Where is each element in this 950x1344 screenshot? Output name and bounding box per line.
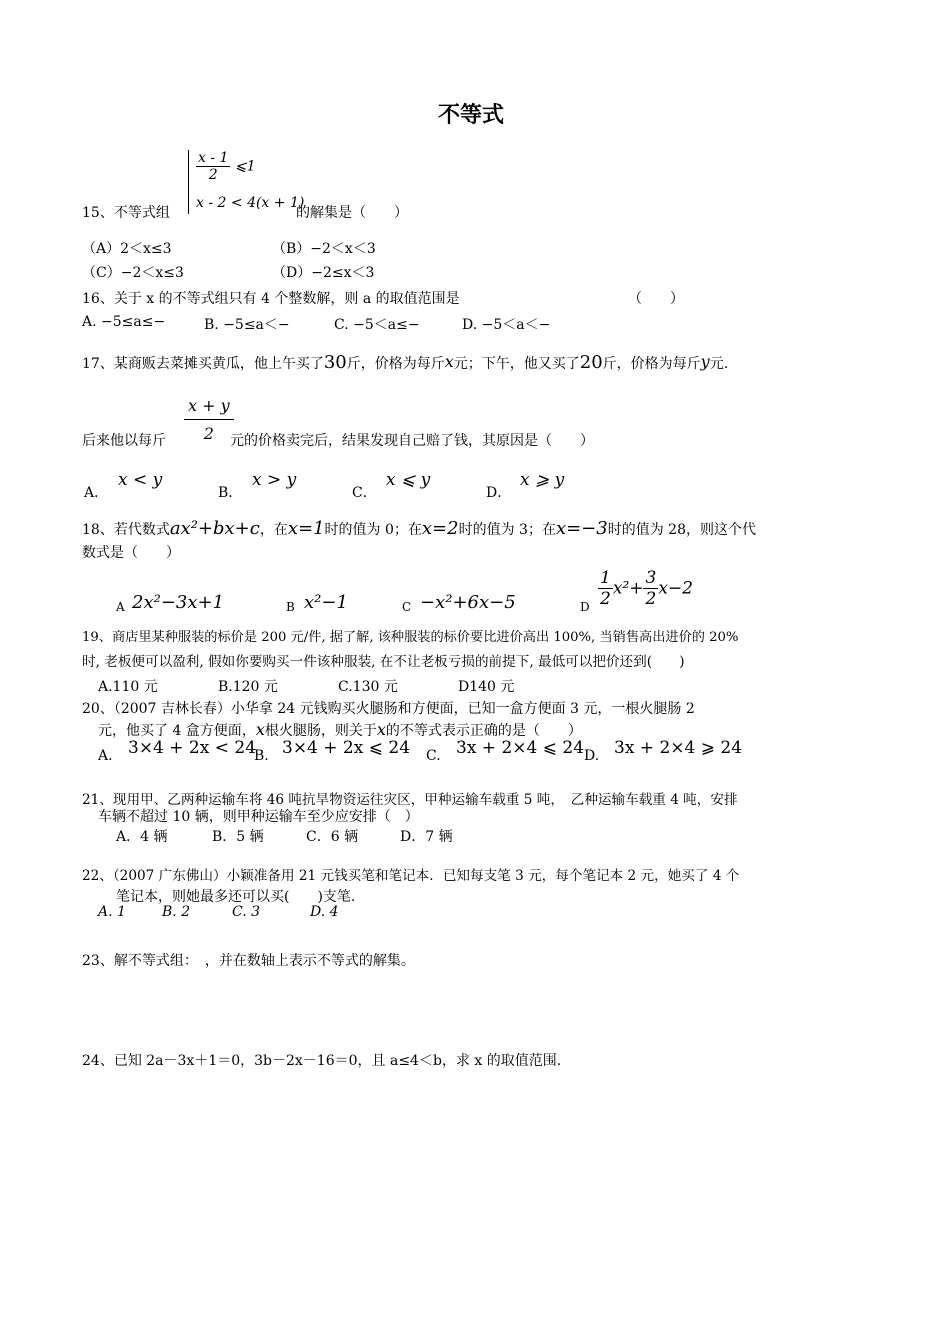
q20-option-a: 3×4 + 2x < 24 [128, 738, 257, 758]
q20-option-d: 3x + 2×4 ⩾ 24 [614, 738, 743, 758]
q18-option-b: x²−1 [304, 592, 348, 613]
q19-option-a: A.110 元 [98, 679, 158, 695]
q17-label-b: B． [218, 485, 243, 501]
q21-line1: 21、现用甲、乙两种运输车将 46 吨抗旱物资运往灾区，甲种运输车载重 5 吨， 乙种运输车载重 4 吨，安排 [82, 792, 738, 808]
q19-option-b: B.120 元 [218, 679, 278, 695]
q15-row1: $\frac{x - 1}{2}$ ⩽1 [198, 150, 256, 183]
q16-option-a: A. −5≤a≤− [82, 314, 166, 330]
q19-option-d: D140 元 [458, 679, 515, 695]
q23-text: 23、解不等式组： ，并在数轴上表示不等式的解集。 [82, 953, 415, 969]
q18-label-c: C [402, 600, 412, 614]
q22-option-a: A. 1 [98, 904, 126, 920]
q16-option-b: B. −5≤a＜− [204, 317, 290, 333]
q22-line2: 笔记本，则她最多还可以买( )支笔. [116, 889, 356, 905]
q18-option-c: −x²+6x−5 [420, 592, 516, 613]
q18-line2: 数式是（ ） [82, 545, 180, 561]
q24-text: 24、已知 2a－3x＋1＝0，3b－2x－16＝0，且 a≤4＜b，求 x 的取值范围. [82, 1053, 562, 1069]
q22-option-b: B. 2 [162, 904, 191, 920]
q18-option-a: 2x²−3x+1 [132, 592, 225, 613]
q20-label-b: B. [254, 748, 269, 764]
q17-option-b: x > y [252, 470, 297, 490]
q20-line2: 元，他买了 4 盒方便面，x根火腿肠，则关于x的不等式表示正确的是（ ） [98, 720, 582, 739]
q20-line1: 20、（2007 吉林长春）小华拿 24 元钱购买火腿肠和方便面，已知一盒方便面 3 元，一根火腿肠 2 [82, 701, 695, 717]
q21-option-c: C．6 辆 [306, 829, 359, 845]
q17-label-d: D． [486, 485, 512, 501]
q22-option-c: C. 3 [232, 904, 261, 920]
q19-line2: 时, 老板便可以盈利, 假如你要购买一件该种服装, 在不让老板亏损的前提下, 最低可以把价还到( ) [82, 654, 685, 670]
q17-fraction: $\frac{x + y}{2}$ [184, 396, 234, 443]
q15-option-d: （D）−2≤x＜3 [272, 265, 375, 281]
q22-line1: 22、（2007 广东佛山）小颖准备用 21 元钱买笔和笔记本．已知每支笔 3 元，每个笔记本 2 元，她买了 4 个 [82, 868, 740, 884]
q19-option-c: C.130 元 [338, 679, 398, 695]
q15-prefix: 15、不等式组 [82, 205, 170, 221]
q18-label-b: B [286, 600, 295, 614]
q20-option-b: 3×4 + 2x ⩽ 24 [282, 738, 411, 758]
q16-option-c: C. −5＜a≤− [334, 317, 420, 333]
q20-label-d: D. [584, 748, 600, 764]
q18-label-a: A [116, 600, 125, 614]
q21-option-a: A．4 辆 [116, 829, 168, 845]
system-brace [188, 150, 189, 214]
q15-option-a: （A）2＜x≤3 [82, 241, 172, 257]
q17-option-d: x ⩾ y [520, 470, 565, 490]
q17-line2-post: 元的价格卖完后，结果发现自己赔了钱，其原因是（ ） [230, 433, 594, 449]
page-title: 不等式 [438, 103, 505, 128]
q21-option-b: B．5 辆 [212, 829, 264, 845]
q22-option-d: D. 4 [310, 904, 339, 920]
q17-option-c: x ⩽ y [386, 470, 431, 490]
q17-line1: 17、某商贩去菜摊买黄瓜，他上午买了30斤，价格为每斤x元；下午，他又买了20斤，价格为每斤y元. [82, 352, 729, 373]
q16-paren: （ ） [628, 291, 684, 307]
q18-line1: 18、若代数式ax²+bx+c，在x=1时的值为 0；在x=2时的值为 3；在x=−3时的值为 28，则这个代 [82, 518, 756, 539]
q21-option-d: D．7 辆 [400, 829, 453, 845]
q17-label-a: A． [84, 485, 109, 501]
q20-label-a: A. [98, 748, 113, 764]
q18-option-d: $\frac{1}{2}$ x²+ $\frac{3}{2}$ x−2 [600, 568, 693, 609]
q20-label-c: C. [426, 748, 441, 764]
q16-stem: 16、关于 x 的不等式组只有 4 个整数解，则 a 的取值范围是 [82, 291, 460, 307]
q15-row2: x - 2 < 4(x + 1) [196, 195, 305, 211]
q21-line2: 车辆不超过 10 辆，则甲种运输车至少应安排（ ） [98, 809, 419, 825]
q18-label-d: D [580, 600, 590, 614]
q19-line1: 19、商店里某种服装的标价是 200 元/件, 据了解, 该种服装的标价要比进价高出 100%, 当销售高出进价的 20% [82, 630, 739, 645]
q17-option-a: x < y [118, 470, 163, 490]
q20-option-c: 3x + 2×4 ⩽ 24 [456, 738, 585, 758]
q15-option-b: （B）−2＜x＜3 [272, 241, 376, 257]
q17-line2-pre: 后来他以每斤 [82, 433, 166, 449]
q17-label-c: C． [352, 485, 377, 501]
q15-suffix: 的解集是（ ） [296, 205, 408, 221]
q16-option-d: D. −5＜a＜− [462, 317, 551, 333]
q15-option-c: （C）−2＜x≤3 [82, 265, 184, 281]
